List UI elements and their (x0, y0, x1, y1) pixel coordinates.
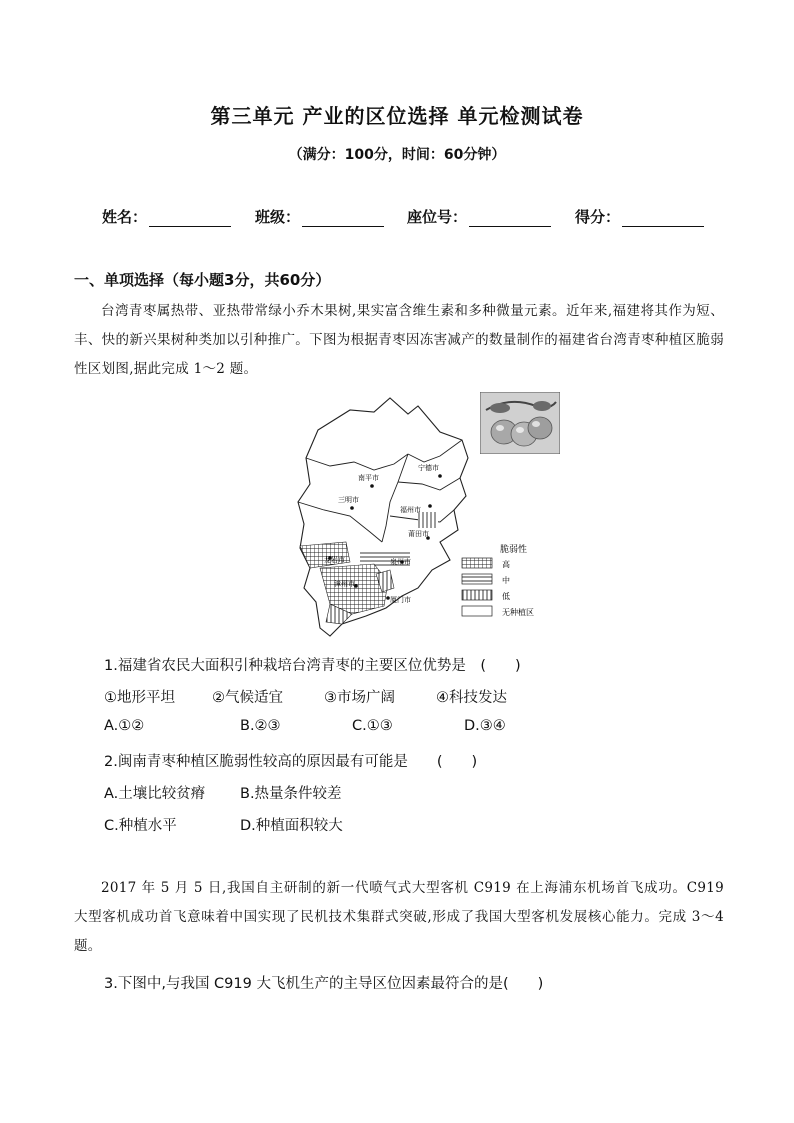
city-label: 南平市 (358, 474, 379, 482)
q2-option-c[interactable]: C.种植水平 (104, 818, 177, 834)
seat-blank[interactable] (469, 210, 551, 227)
q1-option-a[interactable]: A.①② (104, 718, 145, 734)
info-seat-label: 座位号： (407, 208, 468, 226)
city-label: 泉州市 (390, 558, 411, 566)
q1-stem: 1.福建省农民大面积引种栽培台湾青枣的主要区位优势是 ( ) (104, 658, 521, 674)
city-label: 莆田市 (408, 530, 429, 538)
info-score (575, 206, 704, 227)
info-score-label: 得分： (575, 208, 621, 226)
q2-option-a[interactable]: A.土壤比较贫瘠 (104, 786, 206, 802)
info-name-label: 姓名： (102, 208, 148, 226)
q2-option-d[interactable]: D.种植面积较大 (240, 818, 343, 834)
city-label: 宁德市 (418, 464, 439, 472)
q1-item: ④科技发达 (436, 690, 507, 706)
legend-label: 中 (502, 576, 510, 585)
hatch-fuzhou (418, 512, 438, 528)
info-class-label: 班级： (255, 208, 301, 226)
q2-stem: 2.闽南青枣种植区脆弱性较高的原因最有可能是 ( ) (104, 754, 478, 770)
page-subtitle: （满分：100分，时间：60分钟） (288, 147, 506, 163)
class-blank[interactable] (302, 210, 384, 227)
city-label: 龙岩市 (324, 556, 345, 564)
info-seat (407, 206, 551, 227)
page-title: 第三单元 产业的区位选择 单元检测试卷 (210, 104, 584, 128)
passage-2: 2017 年 5 月 5 日,我国自主研制的新一代喷气式大型客机 C919 在上海浦东机场首飞成功。C919 大型客机成功首飞意味着中国实现了民机技术集群式突破,形成了我国大型客机发展核心能力。完成 3～4 题。 (74, 880, 724, 954)
info-class (255, 206, 384, 227)
passage-1: 台湾青枣属热带、亚热带常绿小乔木果树,果实富含维生素和多种微量元素。近年来,福建将其作为短、丰、快的新兴果树种类加以引种推广。下图为根据青枣因冻害减产的数量制作的福建省台湾青枣种植区脆弱性区划图,据此完成 1～2 题。 (74, 303, 724, 377)
q1-item: ②气候适宜 (212, 690, 283, 706)
q1-item: ③市场广阔 (324, 690, 395, 706)
section-heading: 一、单项选择（每小题3分，共60分） (74, 271, 331, 289)
q1-option-c[interactable]: C.①③ (352, 718, 393, 734)
q1-option-d[interactable]: D.③④ (464, 718, 506, 734)
city-label: 福州市 (400, 506, 421, 514)
jujube-photo (480, 392, 560, 454)
q1-item: ①地形平坦 (104, 690, 175, 706)
city-label: 三明市 (338, 496, 359, 504)
city-label: 厦门市 (390, 596, 411, 604)
legend-label: 高 (502, 560, 510, 569)
name-blank[interactable] (149, 210, 231, 227)
legend-title: 脆弱性 (500, 545, 528, 555)
q2-option-b[interactable]: B.热量条件较差 (240, 786, 342, 802)
q3-stem: 3.下图中,与我国 C919 大飞机生产的主导区位因素最符合的是( ) (104, 976, 544, 992)
score-blank[interactable] (622, 210, 704, 227)
city-label: 漳州市 (334, 580, 355, 588)
legend-label: 低 (502, 592, 510, 601)
info-name (102, 206, 231, 227)
q1-option-b[interactable]: B.②③ (240, 718, 281, 734)
legend-label: 无种植区 (502, 608, 534, 617)
